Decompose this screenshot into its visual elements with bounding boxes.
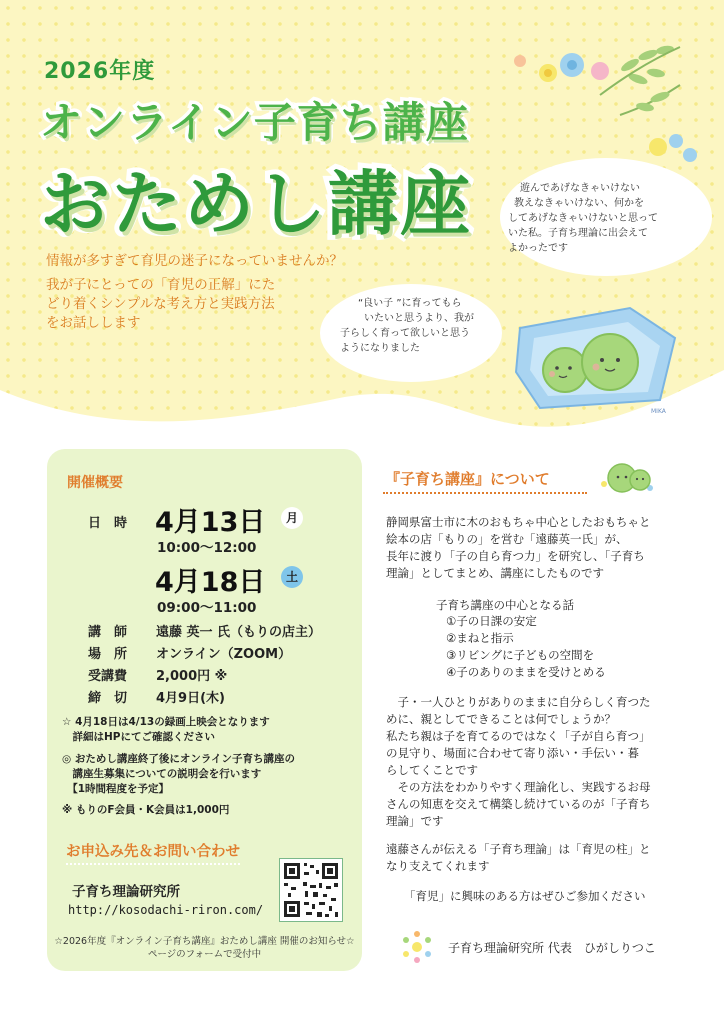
about-line: らしてくことです (386, 763, 478, 777)
footnote-line: ☆2026年度『オンライン子育ち講座』おためし講座 開催のお知らせ☆ (54, 936, 355, 947)
page-title: オンライン子育ち講座 (40, 98, 469, 147)
institute-logo-icon (397, 927, 437, 967)
weekday-badge-1: 月 (281, 507, 303, 529)
event-date-1: 4月13日 (155, 507, 266, 538)
lead-line: 情報が多すぎて育児の迷子になっていませんか？ (46, 253, 343, 269)
qr-code-icon[interactable] (279, 858, 343, 922)
about-line: の見守り、場面に合わせて寄り添い・手伝い・暮 (386, 746, 639, 760)
event-time-2: 09:00～11:00 (157, 600, 257, 616)
detail-value-instructor: 遠藤 英一 氏（もりの店主） (156, 625, 322, 640)
bubble-line: よかったです (508, 243, 568, 254)
about-line: 長年に渡り「子の自ら育つ力」を研究し、「子育ち (386, 549, 645, 563)
bubble-line: 子らしく育って欲しいと思う (340, 328, 470, 339)
lead-line: 我が子にとっての「育児の正解」にた (46, 277, 276, 293)
bubble-1-text (508, 181, 658, 256)
note-info-session (62, 752, 295, 797)
event-time-1: 10:00～12:00 (157, 540, 257, 556)
about-line: めに、親としてできることは何でしょうか？ (386, 712, 616, 726)
about-underline (383, 492, 587, 494)
pea-icon (594, 456, 658, 502)
about-list (446, 613, 724, 681)
note-recording (62, 715, 270, 745)
footnote (47, 935, 362, 961)
about-title: 『子育ち講座』について (385, 470, 550, 488)
about-line: その方法をわかりやすく理論化し、実践するお母 (386, 780, 651, 794)
page-subtitle: おためし講座 (40, 163, 472, 245)
pea-pillow-illustration (510, 300, 685, 410)
website-link[interactable]: http://kosodachi-riron.com/ (68, 903, 264, 917)
detail-label-fee: 受講費 (88, 669, 128, 684)
note-line: 詳細はHPにてご確認ください (62, 731, 215, 743)
bubble-line: いたいと思うより、我が (364, 313, 474, 324)
about-line: 理論」です (386, 814, 444, 828)
event-date-2: 4月18日 (155, 567, 266, 598)
year-label: 2026年度 (44, 59, 156, 84)
about-line: 私たち親は子を育てるのではなく「子が自ら育つ」 (386, 729, 651, 743)
about-line: 子・一人ひとりがありのままに自分らしく育つた (386, 695, 651, 709)
bubble-line: “良い子 ”に育ってもら (358, 298, 462, 309)
about-list-item: ④子のありのままを受けとめる (446, 665, 606, 679)
lead-line: をお話しします (46, 315, 141, 331)
note-line: ◎ おためし講座終了後にオンライン子育ち講座の (62, 753, 296, 765)
about-line: 理論」としてまとめ、講座にしたものです (386, 566, 605, 580)
detail-value-deadline: 4月9日(木) (156, 691, 225, 706)
about-line: さんの知恵を交えて構築し続けているのが「子育ち (386, 797, 651, 811)
about-line: 絵本の店「もりの」を営む「遠藤英一氏」が、 (386, 532, 628, 546)
note-line: ※ もりのF会員・K会員は1,000円 (62, 804, 230, 816)
note-member-discount (62, 803, 229, 818)
detail-value-place: オンライン（ZOOM） (156, 647, 292, 662)
closing-line: 「育児」に興味のある方はぜひご参加ください (404, 889, 646, 903)
event-section-label: 開催概要 (67, 475, 123, 491)
detail-label-deadline: 締 切 (88, 691, 128, 706)
author-signature: 子育ち理論研究所 代表 ひがしりつこ (448, 941, 656, 955)
footnote-line: ページのフォームで受付中 (147, 949, 262, 960)
lead-text (46, 252, 343, 333)
about-line: 遠藤さんが伝える「子育ち理論」は「育児の柱」と (386, 842, 651, 856)
about-paragraph-1 (386, 514, 696, 582)
note-line: 【1時間程度を予定】 (62, 783, 170, 795)
illustrator-signature: MIKA (651, 408, 666, 415)
flower-decoration-icon (480, 35, 720, 175)
about-list-item: ②まねと指示 (446, 631, 514, 645)
lead-line: どり着くシンプルな考え方と実践方法 (46, 296, 275, 312)
note-line: 講座生募集についての説明会を行います (62, 768, 262, 780)
about-paragraph-2 (386, 694, 696, 830)
detail-value-fee: 2,000円 ※ (156, 669, 228, 684)
date-label: 日 時 (88, 516, 128, 531)
bubble-line: いた私。子育ち理論に出会えて (508, 228, 648, 239)
org-name: 子育ち理論研究所 (72, 884, 180, 900)
weekday-badge-2: 土 (281, 566, 303, 588)
about-line: なり支えてくれます (386, 859, 490, 873)
bubble-line: ようになりました (340, 343, 420, 354)
bubble-line: 教えなきゃいけない、何かを (514, 198, 644, 209)
about-line: 静岡県富士市に木のおもちゃ中心としたおもちゃと (386, 515, 651, 529)
contact-title: お申込み先＆お問い合わせ (66, 840, 240, 865)
bubble-line: してあげなきゃいけないと思って (508, 213, 658, 224)
about-list-item: ③リビングに子どもの空間を (446, 648, 595, 662)
bubble-2-text (340, 296, 474, 356)
about-list-title: 子育ち講座の中心となる話 (436, 598, 574, 612)
about-paragraph-3 (386, 841, 696, 875)
detail-label-instructor: 講 師 (88, 625, 128, 640)
note-line: ☆ 4月18日は4/13の録画上映会となります (62, 716, 270, 728)
bubble-line: 遊んであげなきゃいけない (520, 183, 640, 194)
about-list-item: ①子の日課の安定 (446, 614, 537, 628)
detail-label-place: 場 所 (88, 647, 128, 662)
